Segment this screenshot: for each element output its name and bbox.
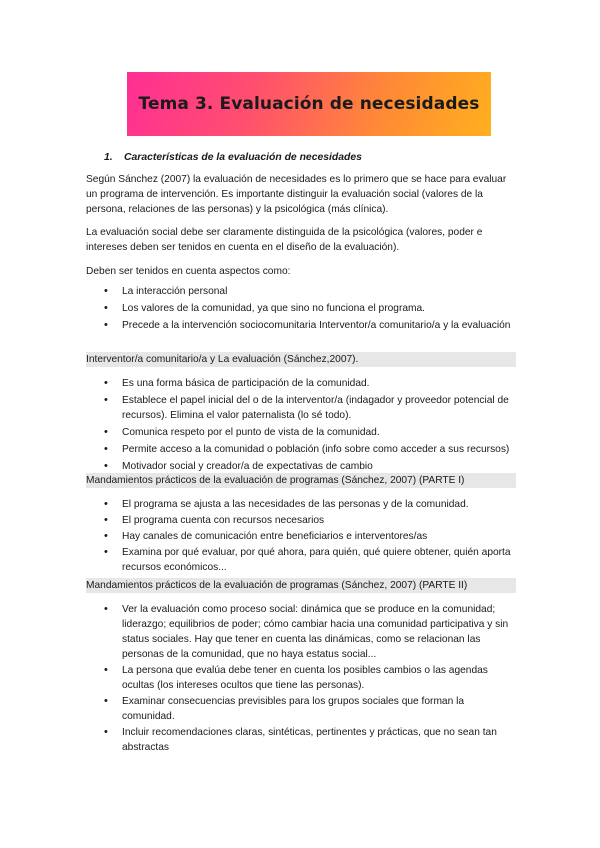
paragraph-text: La evaluación social debe ser claramente distinguida de la psicológica (valores, poder e intereses deben ser tenidos en cuenta en el diseño de la evaluación).: [86, 227, 483, 253]
section-number: 1.: [104, 152, 113, 163]
paragraph-1: [86, 172, 516, 217]
shaded-heading-text: Mandamientos prácticos de la evaluación de programas (Sánchez, 2007) (PARTE I): [86, 475, 465, 486]
bullet-list-2: [86, 376, 516, 474]
list-item: • Ver la evaluación como proceso social: dinámica que se produce en la comunidad; liderazgo; equilibrios de poder; cómo cambiar hacia una comunidad participativa y sin status sociales. Hay que tener en cuenta las dinámicas, como se relacionan las personas de la comunidad, que no haya estatus social...: [86, 602, 516, 662]
list-item: • Los valores de la comunidad, ya que sino no funciona el programa.: [86, 301, 516, 316]
shaded-heading-text: Interventor/a comunitario/a y La evaluación (Sánchez,2007).: [86, 354, 359, 365]
paragraph-3: [86, 264, 516, 279]
paragraph-text: Deben ser tenidos en cuenta aspectos como:: [86, 266, 291, 277]
list-item: • Precede a la intervención sociocomunitaria Interventor/a comunitario/a y la evaluación: [86, 318, 516, 333]
section-title: Características de la evaluación de necesidades: [124, 152, 362, 163]
list-item: • Examina por qué evaluar, por qué ahora, para quién, qué quiere obtener, quién aporta recursos económicos...: [86, 545, 516, 575]
list-item: • Incluir recomendaciones claras, sintéticas, pertinentes y prácticas, que no sean tan abstractas: [86, 725, 516, 755]
document-title: Tema 3. Evaluación de necesidades: [138, 94, 480, 114]
paragraph-text: Según Sánchez (2007) la evaluación de necesidades es lo primero que se hace para evaluar un programa de intervención. Es importante distinguir la evaluación social (valores de la persona, relaciones de las personas) y la psicológica (más clínica).: [86, 174, 507, 215]
list-item: • Permite acceso a la comunidad o población (info sobre como acceder a sus recursos): [86, 442, 516, 457]
list-item: • Comunica respeto por el punto de vista de la comunidad.: [86, 425, 516, 440]
list-item: • Examinar consecuencias previsibles para los grupos sociales que forman la comunidad.: [86, 694, 516, 724]
bullet-list-3: [86, 497, 516, 575]
shaded-heading-text: Mandamientos prácticos de la evaluación de programas (Sánchez, 2007) (PARTE II): [86, 580, 468, 591]
list-item: • El programa cuenta con recursos necesarios: [86, 513, 516, 528]
shaded-heading-parte-2: [86, 578, 516, 593]
bullet-list-1: [86, 284, 516, 333]
list-item: • La persona que evalúa debe tener en cuenta los posibles cambios o las agendas ocultas (los intereses ocultos que tiene las personas).: [86, 663, 516, 693]
shaded-heading-interventor: [86, 352, 516, 367]
list-item: • El programa se ajusta a las necesidades de las personas y de la comunidad.: [86, 497, 516, 512]
shaded-heading-parte-1: [86, 473, 516, 488]
title-banner: [127, 72, 491, 136]
paragraph-2: [86, 225, 516, 255]
section-heading: [86, 150, 516, 165]
list-item: • Hay canales de comunicación entre beneficiarios e interventores/as: [86, 529, 516, 544]
list-item: • Establece el papel inicial del o de la interventor/a (indagador y proveedor potencial de recursos). Elimina el valor paternalista (lo sé todo).: [86, 393, 516, 423]
list-item: • La interacción personal: [86, 284, 516, 299]
list-item: • Es una forma básica de participación de la comunidad.: [86, 376, 516, 391]
bullet-list-4: [86, 602, 516, 755]
list-item: • Motivador social y creador/a de expectativas de cambio: [86, 459, 516, 474]
